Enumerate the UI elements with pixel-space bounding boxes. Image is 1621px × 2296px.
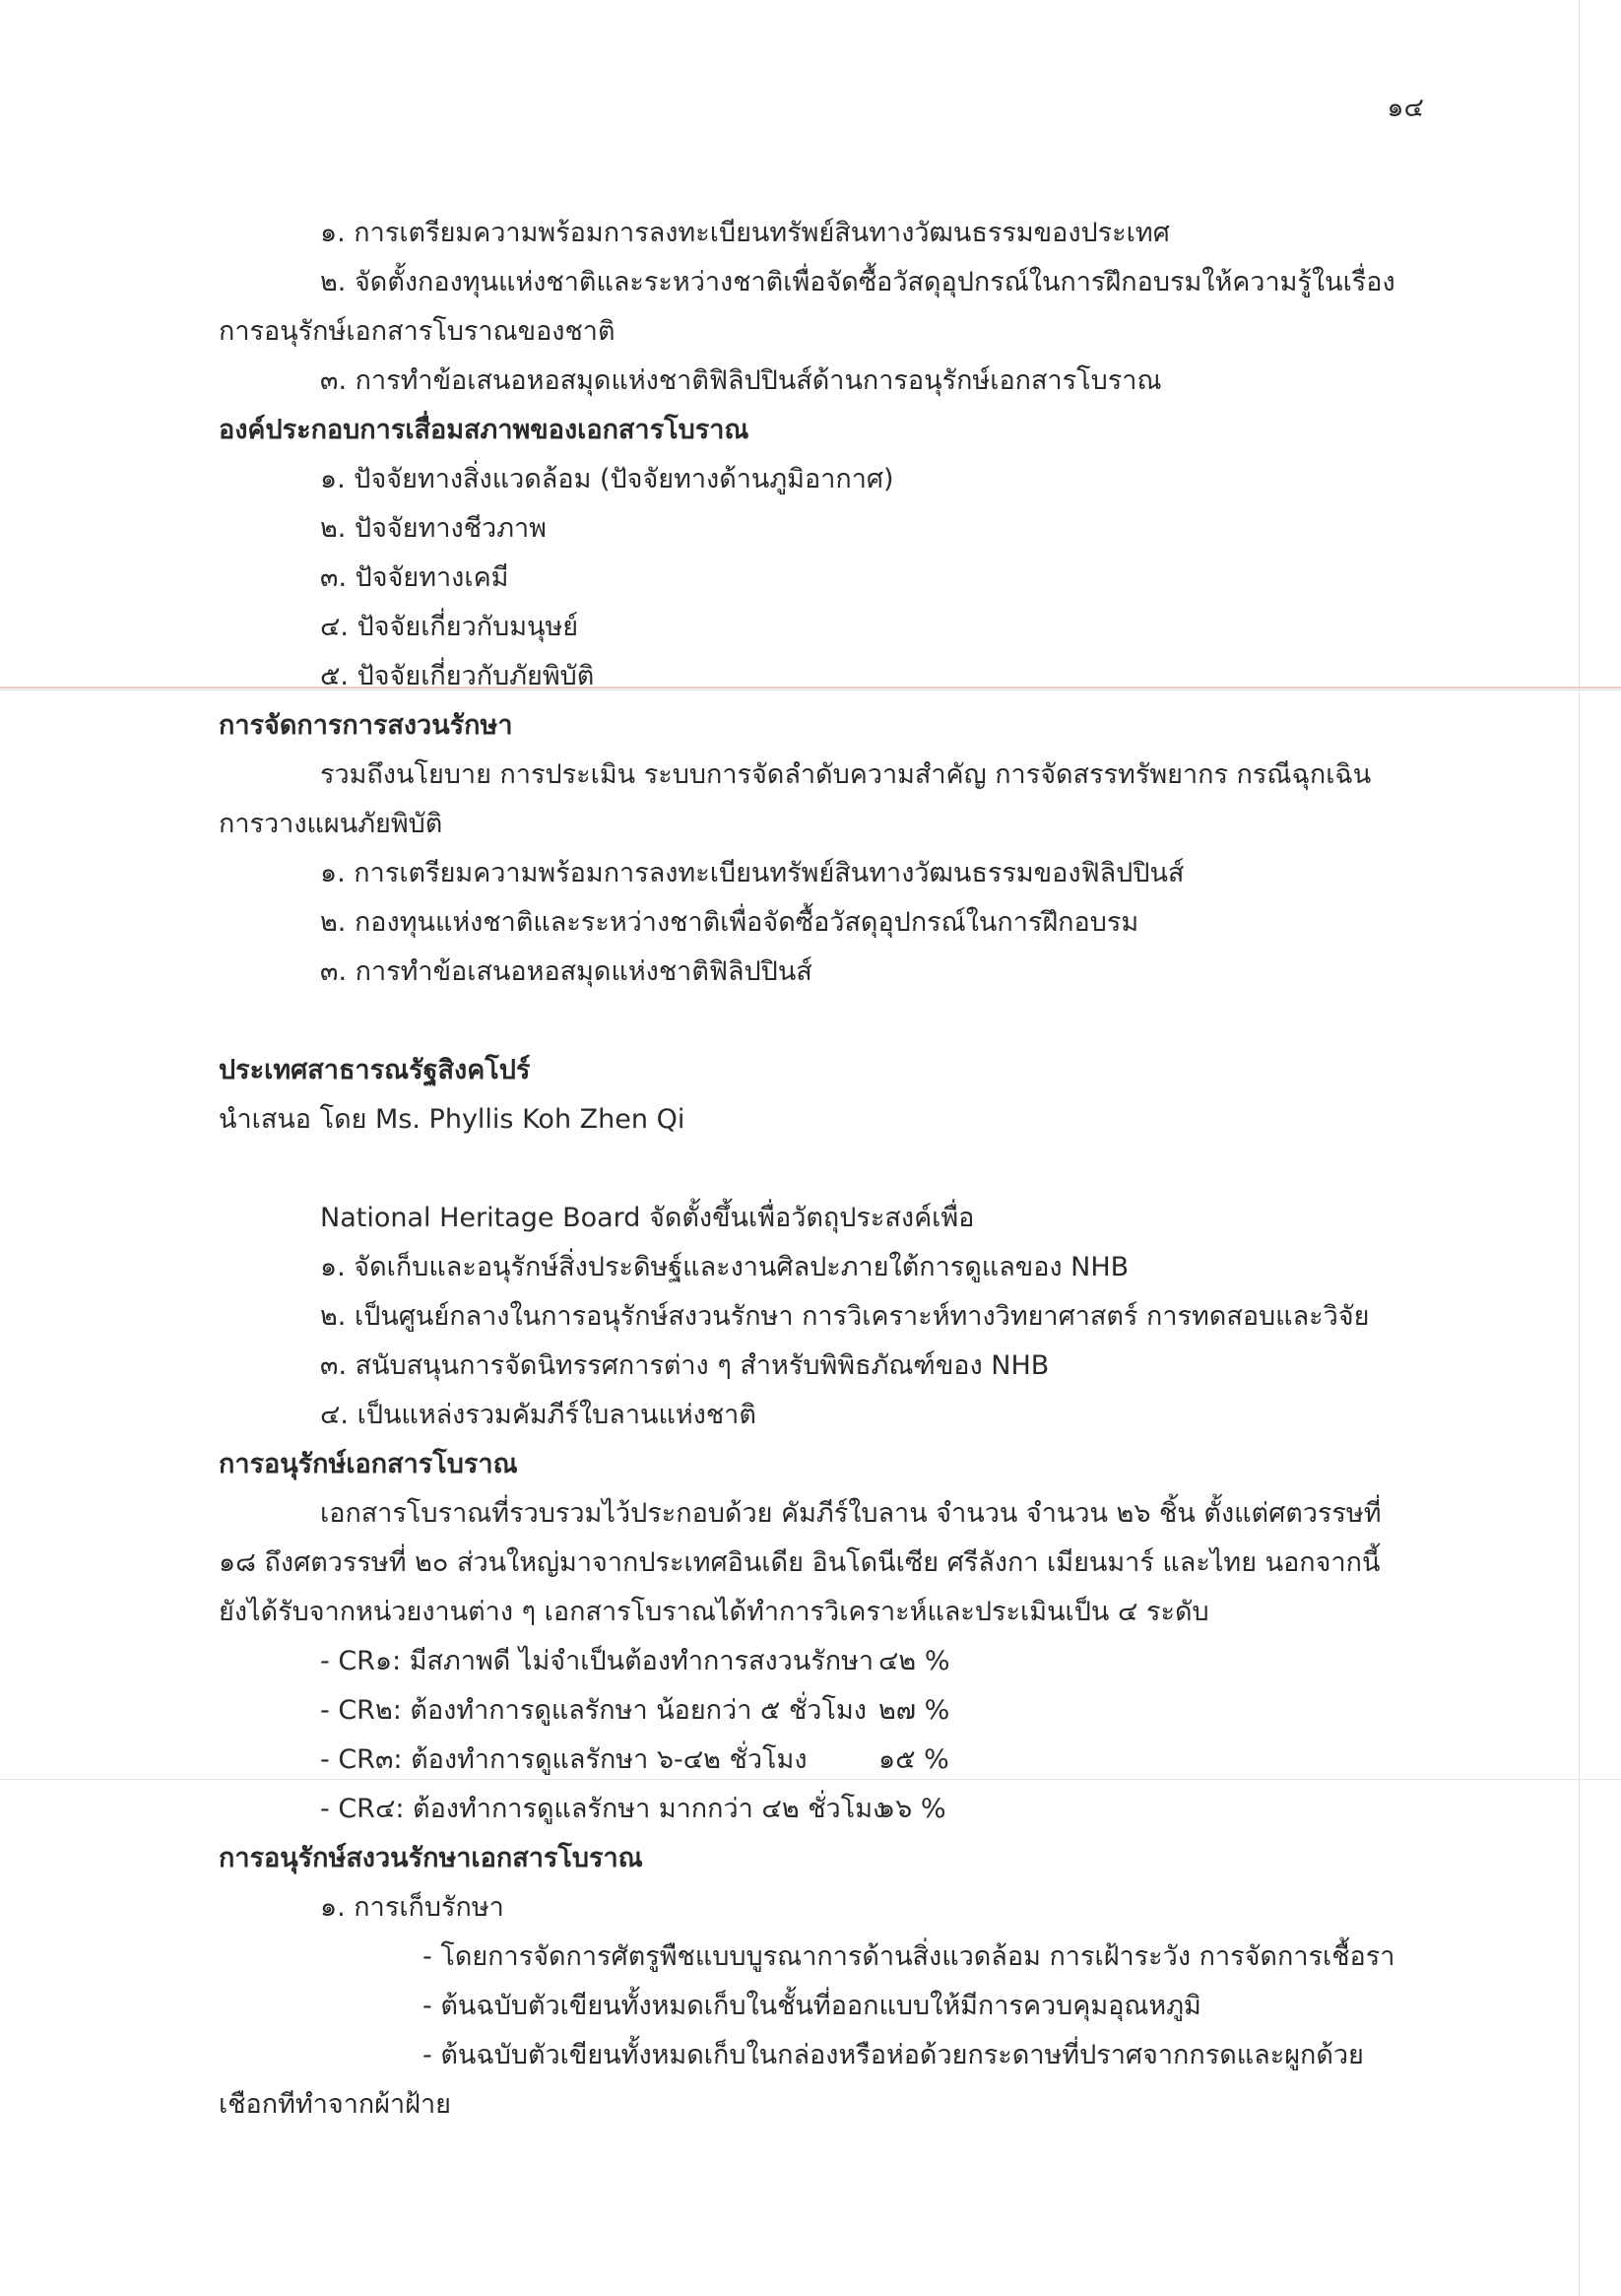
list-item: ๑. การเก็บรักษา: [320, 1892, 504, 1923]
paragraph-line: National Heritage Board จัดตั้งขึ้นเพื่อวัตถุประสงค์เพื่อ: [320, 1203, 975, 1233]
list-item: ๑. การเตรียมความพร้อมการลงทะเบียนทรัพย์สินทางวัฒนธรรมของฟิลิปปินส์: [320, 858, 1185, 888]
presenter-line: นำเสนอ โดย Ms. Phyllis Koh Zhen Qi: [219, 1104, 685, 1135]
section-heading: การอนุรักษ์เอกสารโบราณ: [219, 1449, 518, 1479]
section-heading: องค์ประกอบการเสื่อมสภาพของเอกสารโบราณ: [219, 415, 749, 445]
list-item: ๑. การเตรียมความพร้อมการลงทะเบียนทรัพย์สินทางวัฒนธรรมของประเทศ: [320, 218, 1170, 248]
list-item-continuation: การอนุรักษ์เอกสารโบราณของชาติ: [219, 316, 616, 347]
condition-level-label: - CR๔: ต้องทำการดูแลรักษา มากกว่า ๔๒ ชั่วโมง: [320, 1794, 886, 1824]
paragraph-line: ยังได้รับจากหน่วยงานต่าง ๆ เอกสารโบราณได้ทำการวิเคราะห์และประเมินเป็น ๔ ระดับ: [219, 1597, 1209, 1627]
condition-level-label: - CR๒: ต้องทำการดูแลรักษา น้อยกว่า ๕ ชั่วโมง: [320, 1695, 867, 1726]
condition-level-row: [219, 1785, 1381, 1834]
list-item: ๓. การทำข้อเสนอหอสมุดแห่งชาติฟิลิปปินส์: [320, 956, 812, 987]
page-edge-line: [1579, 0, 1580, 2296]
condition-level-label: - CR๓: ต้องทำการดูแลรักษา ๖-๔๒ ชั่วโมง: [320, 1744, 808, 1775]
condition-level-row: [219, 1637, 1381, 1686]
list-item: ๑. ปัจจัยทางสิ่งแวดล้อม (ปัจจัยทางด้านภูมิอากาศ): [320, 464, 894, 494]
list-item: ๔. เป็นแหล่งรวมคัมภีร์ใบลานแห่งชาติ: [320, 1400, 756, 1430]
list-item: ๕. ปัจจัยเกี่ยวกับภัยพิบัติ: [320, 661, 595, 691]
condition-level-percent: ๑๕ %: [878, 1744, 949, 1775]
paragraph-line: เอกสารโบราณที่รวบรวมไว้ประกอบด้วย คัมภีร์ใบลาน จำนวน จำนวน ๒๖ ชิ้น ตั้งแต่ศตวรรษที่: [320, 1498, 1382, 1529]
paragraph-line: การวางแผนภัยพิบัติ: [219, 809, 443, 839]
paragraph-line: ๑๘ ถึงศตวรรษที่ ๒๐ ส่วนใหญ่มาจากประเทศอินเดีย อินโดนีเซีย ศรีลังกา เมียนมาร์ และไทย นอกจากนี้: [219, 1547, 1381, 1578]
condition-level-percent: ๒๗ %: [878, 1695, 950, 1726]
section-heading: การจัดการการสงวนรักษา: [219, 710, 513, 741]
paragraph-continuation: เชือกทีทำจากผ้าฝ้าย: [219, 2089, 451, 2120]
sub-list-item: - โดยการจัดการศัตรูพืชแบบบูรณาการด้านสิ่งแวดล้อม การเฝ้าระวัง การจัดการเชื้อรา: [422, 1941, 1395, 1972]
document-body: [219, 209, 1395, 2130]
sub-list-item: - ต้นฉบับตัวเขียนทั้งหมดเก็บในชั้นที่ออกแบบให้มีการควบคุมอุณหภูมิ: [422, 1991, 1201, 2021]
paragraph-line: รวมถึงนโยบาย การประเมิน ระบบการจัดลำดับความสำคัญ การจัดสรรทรัพยากร กรณีฉุกเฉิน: [320, 759, 1372, 790]
page-number: ๑๔: [1387, 93, 1424, 123]
list-item: ๔. ปัจจัยเกี่ยวกับมนุษย์: [320, 612, 579, 642]
list-item: ๑. จัดเก็บและอนุรักษ์สิ่งประดิษฐ์และงานศิลปะภายใต้การดูแลของ NHB: [320, 1252, 1130, 1282]
condition-level-percent: ๔๒ %: [878, 1646, 950, 1676]
condition-level-row: [219, 1736, 1381, 1785]
list-item: ๒. จัดตั้งกองทุนแห่งชาติและระหว่างชาติเพื่อจัดซื้อวัสดุอุปกรณ์ในการฝึกอบรมให้ความรู้ในเรื่อง: [320, 267, 1395, 297]
list-item: ๓. การทำข้อเสนอหอสมุดแห่งชาติฟิลิปปินส์ด้านการอนุรักษ์เอกสารโบราณ: [320, 365, 1162, 396]
list-item: ๓. สนับสนุนการจัดนิทรรศการต่าง ๆ สำหรับพิพิธภัณฑ์ของ NHB: [320, 1350, 1050, 1381]
list-item: ๓. ปัจจัยทางเคมี: [320, 562, 509, 593]
list-item: ๒. เป็นศูนย์กลางในการอนุรักษ์สงวนรักษา การวิเคราะห์ทางวิทยาศาสตร์ การทดสอบและวิจัย: [320, 1301, 1370, 1332]
section-heading: ประเทศสาธารณรัฐสิงคโปร์: [219, 1055, 531, 1085]
condition-level-row: [219, 1686, 1381, 1736]
condition-level-label: - CR๑: มีสภาพดี ไม่จำเป็นต้องทำการสงวนรักษา: [320, 1646, 875, 1676]
list-item: ๒. กองทุนแห่งชาติและระหว่างชาติเพื่อจัดซื้อวัสดุอุปกรณ์ในการฝึกอบรม: [320, 907, 1139, 938]
sub-list-item: - ต้นฉบับตัวเขียนทั้งหมดเก็บในกล่องหรือห่อด้วยกระดาษที่ปราศจากกรดและผูกด้วย: [422, 2040, 1364, 2070]
condition-level-percent: ๑๖ %: [878, 1794, 946, 1824]
spacer: [219, 1145, 1381, 1194]
spacer: [219, 997, 1381, 1046]
section-heading: การอนุรักษ์สงวนรักษาเอกสารโบราณ: [219, 1843, 643, 1873]
list-item: ๒. ปัจจัยทางชีวภาพ: [320, 513, 547, 544]
